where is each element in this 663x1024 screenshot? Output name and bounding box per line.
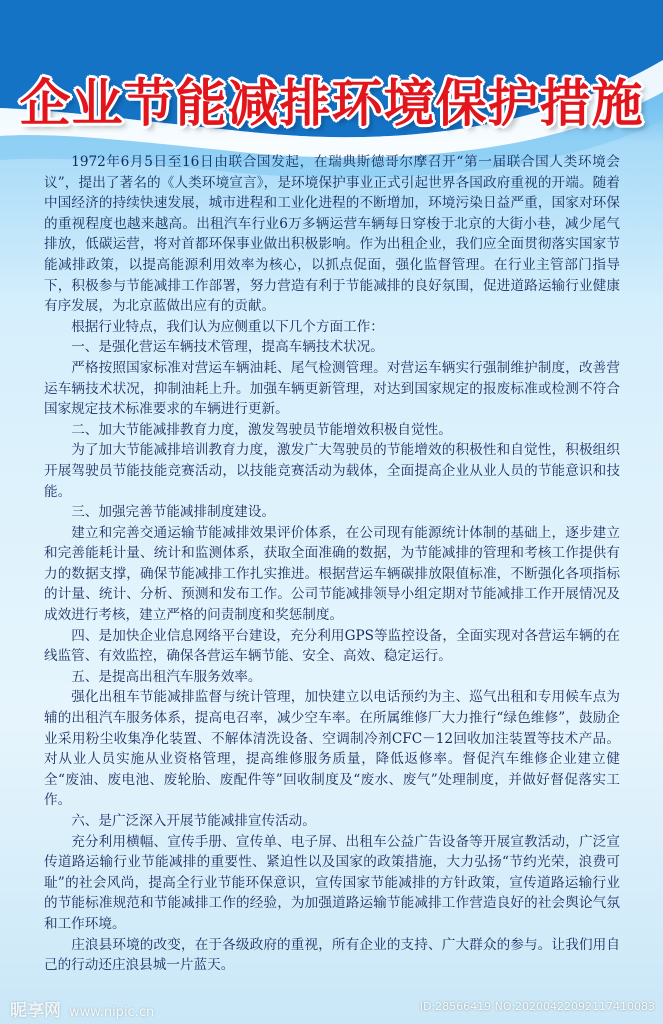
section-body-2: 为了加大节能减排培训教育力度，激发广大驾驶员的节能增效的积极性和自觉性，积极组织开展驾驶员节能技能竞赛活动，以技能竞赛活动为载体，全面提高企业从业人员的节能意识和技能。 xyxy=(44,442,620,500)
section-heading-3: 三、加强完善节能减排制度建设。 xyxy=(71,504,276,521)
article-body xyxy=(44,152,620,976)
section-heading-5: 五、是提高出租汽车服务效率。 xyxy=(71,668,262,685)
section-heading-2: 二、加大节能减排教育力度，激发驾驶员节能增效积极自觉性。 xyxy=(71,421,452,438)
page-title: 企业节能减排环境保护措施 xyxy=(19,75,644,134)
section-body-3: 建立和完善交通运输节能减排效果评价体系，在公司现有能源统计体制的基础上，逐步建立和完善能耗计量、统计和监测体系，获取全面准确的数据，为节能减排的管理和考核工作提供有力的数据支撑，确保节能减排工作扎实推进。根据营运车辆碳排放限值标准，不断强化各项指标的计量、统计、分析、预测和发布工作。公司节能减排领导小组定期对节能减排工作开展情况及成效进行考核，建立严格的问责制度和奖惩制度。 xyxy=(44,524,620,624)
lead-sentence: 根据行业特点，我们认为应侧重以下几个方面工作： xyxy=(71,318,384,335)
section-body-1: 严格按照国家标准对营运车辆油耗、尾气检测管理。对营运车辆实行强制维护制度，改善营运车辆技术状况，抑制油耗上升。加强车辆更新管理，对达到国家规定的报废标准或检测不符合国家规定技术标准要求的车辆进行更新。 xyxy=(44,359,620,418)
section-body-5: 强化出租车节能减排监督与统计管理，加快建立以电话预约为主、巡气出租和专用候车点为辅的出租汽车服务体系，提高电召率，减少空车率。在所属维修厂大力推行“绿色维修”，鼓励企业采用粉尘收集净化装置、不解体清洗设备、空调制冷剂CFC－12回收加注装置等技术产品。对从业人员实施从业资格管理，提高维修服务质量，降低返修率。督促汽车维修企业建立健全“废油、废电池、废轮胎、废配件等”回收制度及“废水、废气”处理制度，并做好督促落实工作。 xyxy=(44,689,620,809)
section-heading-6: 六、是广泛深入开展节能减排宣传活动。 xyxy=(71,813,316,829)
watermark-logo xyxy=(10,996,154,1021)
watermark-logo-text: 昵享网 xyxy=(10,1001,61,1021)
intro-paragraph: 1972年6月5日至16日由联合国发起，在瑞典斯德哥尔摩召开“第一届联合国人类环境会议”，提出了著名的《人类环境宣言》，是环境保护事业正式引起世界各国政府重视的开端。随着中国经济的持续快速发展，城市进程和工业化进程的不断增加，环境污染日益严重，国家对环保的重视程度也越来越高。出租汽车行业6万多辆运营车辆每日穿梭于北京的大街小巷，减少尾气排放，低碳运营，将对首都环保事业做出积极影响。作为出租企业，我们应全面贯彻落实国家节能减排政策，以提高能源利用效率为核心，以抓点促面，强化监督管理。在行业主管部门指导下，积极参与节能减排工作部署，努力营造有利于节能减排的良好氛围，促进道路运输行业健康有序发展，为北京蓝做出应有的贡献。 xyxy=(44,154,620,315)
section-heading-1: 一、是强化营运车辆技术管理，提高车辆技术状况。 xyxy=(71,339,384,356)
watermark-site-url: www.nipic.cn xyxy=(69,1005,155,1020)
section-4: 四、是加快企业信息网络平台建设，充分利用GPS等监控设备，全面实现对各营运车辆的在线监管、有效监控，确保各营运车辆节能、安全、高效、稳定运行。 xyxy=(44,627,620,665)
closing-paragraph: 庄浪县环境的改变，在于各级政府的重视，所有企业的支持、广大群众的参与。让我们用自己的行动还庄浪县城一片蓝天。 xyxy=(44,936,620,974)
watermark-id: ID:28566419 NO:20200422092117410083 xyxy=(419,1000,655,1013)
section-body-6: 充分利用横幅、宣传手册、宣传单、电子屏、出租车公益广告设备等开展宣教活动，广泛宣传道路运输行业节能减排的重要性、紧迫性以及国家的政策措施，大力弘扬“节约光荣，浪费可耻”的社会风尚，提高全行业节能环保意识，宣传国家节能减排的方针政策，宣传道路运输行业的节能标准规范和节能减排工作的经验，为加强道路运输节能减排工作营造良好的社会舆论气氛和工作环境。 xyxy=(44,833,620,932)
